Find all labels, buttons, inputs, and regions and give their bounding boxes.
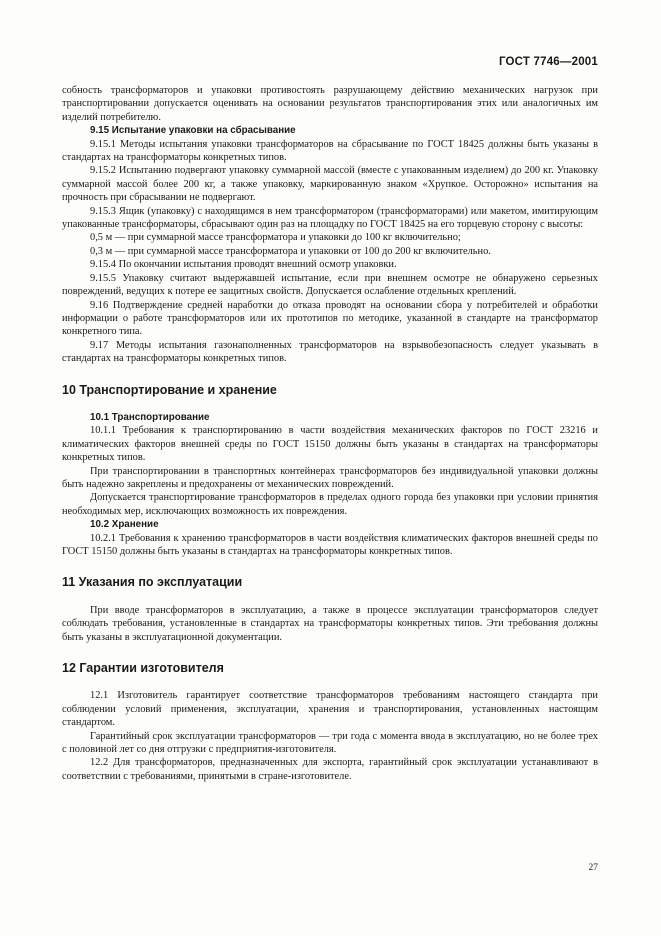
document-body — [62, 84, 598, 783]
document-header: ГОСТ 7746—2001 — [498, 56, 598, 68]
subsection-heading: 9.15 Испытание упаковки на сбрасывание — [90, 125, 296, 137]
paragraph: 9.15.4 По окончании испытания проводят внешний осмотр упаковки. — [90, 259, 397, 271]
paragraph: Допускается транспортирование трансформаторов в пределах одного города без упаковки при условии принятия необходимых мер, исключающих возможность их повреждения. — [62, 492, 598, 517]
paragraph: 10.2.1 Требования к хранению трансформаторов в части воздействия климатических факторов внешней среды по ГОСТ 15150 должны быть указаны в стандартах на трансформаторы конкретных типов. — [62, 532, 598, 557]
paragraph: 12.2 Для трансформаторов, предназначенных для экспорта, гарантийный срок эксплуатации устанавливают в соответствии с требованиями, принятыми в стране-изготовителе. — [62, 757, 598, 782]
subsection-heading: 10.1 Транспортирование — [90, 411, 210, 423]
page-number: 27 — [588, 863, 598, 873]
paragraph: 0,3 м — при суммарной массе трансформатора и упаковки от 100 до 200 кг включительно. — [90, 245, 491, 257]
paragraph: 9.15.2 Испытанию подвергают упаковку суммарной массой (вместе с упакованным изделием) до 200 кг. Упаковку суммарной массой более 200 кг, а также упаковку, маркированную знаком «Хрупкое. Осторожно» испытания на прочность при сбрасывании не подвергают. — [62, 165, 598, 204]
paragraph: 9.15.5 Упаковку считают выдержавшей испытание, если при внешнем осмотре не обнаружено серьезных повреждений, ведущих к потере ее защитных свойств. Допускается ослабление отдельных креплений. — [62, 272, 598, 298]
paragraph: При вводе трансформаторов в эксплуатацию, а также в процессе эксплуатации трансформаторов следует соблюдать требования, установленные в стандартах на трансформаторы конкретных типов. Эти требования должны быть указаны в эксплуатационной документации. — [62, 604, 598, 643]
paragraph: 9.15.3 Ящик (упаковку) с находящимся в нем трансформатором (трансформаторами) или макетом, имитирующим упакованные трансформаторы, сбрасывают один раз на площадку по ГОСТ 18425 на его торцевую сторону с высоты: — [62, 205, 598, 231]
paragraph: При транспортировании в транспортных контейнерах трансформаторов без индивидуальной упаковки должны быть надежно закреплены и предохранены от механических повреждений. — [62, 465, 598, 490]
paragraph: собность трансформаторов и упаковки противостоять разрушающему действию механических нагрузок при транспортировании допускается оценивать на основании результатов транспортирования этих или аналогичных им изделий потребителю. — [62, 85, 598, 123]
section-heading: 10 Транспортирование и хранение — [62, 382, 277, 397]
section-heading: 11 Указания по эксплуатации — [62, 575, 243, 590]
paragraph: 10.1.1 Требования к транспортированию в части воздействия механических факторов по ГОСТ 23216 и климатических факторов внешней среды по ГОСТ 15150 должны быть указаны в стандартах на трансформаторы конкретных типов. — [62, 425, 598, 464]
paragraph: 9.15.1 Методы испытания упаковки трансформаторов на сбрасывание по ГОСТ 18425 должны быть указаны в стандартах на трансформаторы конкретных типов. — [62, 138, 598, 164]
paragraph: 9.17 Методы испытания газонаполненных трансформаторов на взрывобезопасность следует указывать в стандартах на трансформаторы конкретных типов. — [62, 339, 598, 365]
section-heading: 12 Гарантии изготовителя — [62, 661, 224, 676]
paragraph: 12.1 Изготовитель гарантирует соответствие трансформаторов требованиям настоящего стандарта при соблюдении условий применения, эксплуатации, хранения и транспортирования, установленных настоящим стандартом. — [62, 690, 598, 729]
subsection-heading: 10.2 Хранение — [90, 519, 159, 531]
paragraph: Гарантийный срок эксплуатации трансформаторов — три года с момента ввода в эксплуатацию, но не более трех с половиной лет со дня отгрузки с предприятия-изготовителя. — [62, 730, 598, 756]
paragraph: 9.16 Подтверждение средней наработки до отказа проводят на основании сбора у потребителей и обработки информации о работе трансформаторов или их прототипов по методике, указанной в стандарте на трансформатор конкретного типа. — [62, 299, 598, 338]
paragraph: 0,5 м — при суммарной массе трансформатора и упаковки до 100 кг включительно; — [90, 232, 461, 244]
